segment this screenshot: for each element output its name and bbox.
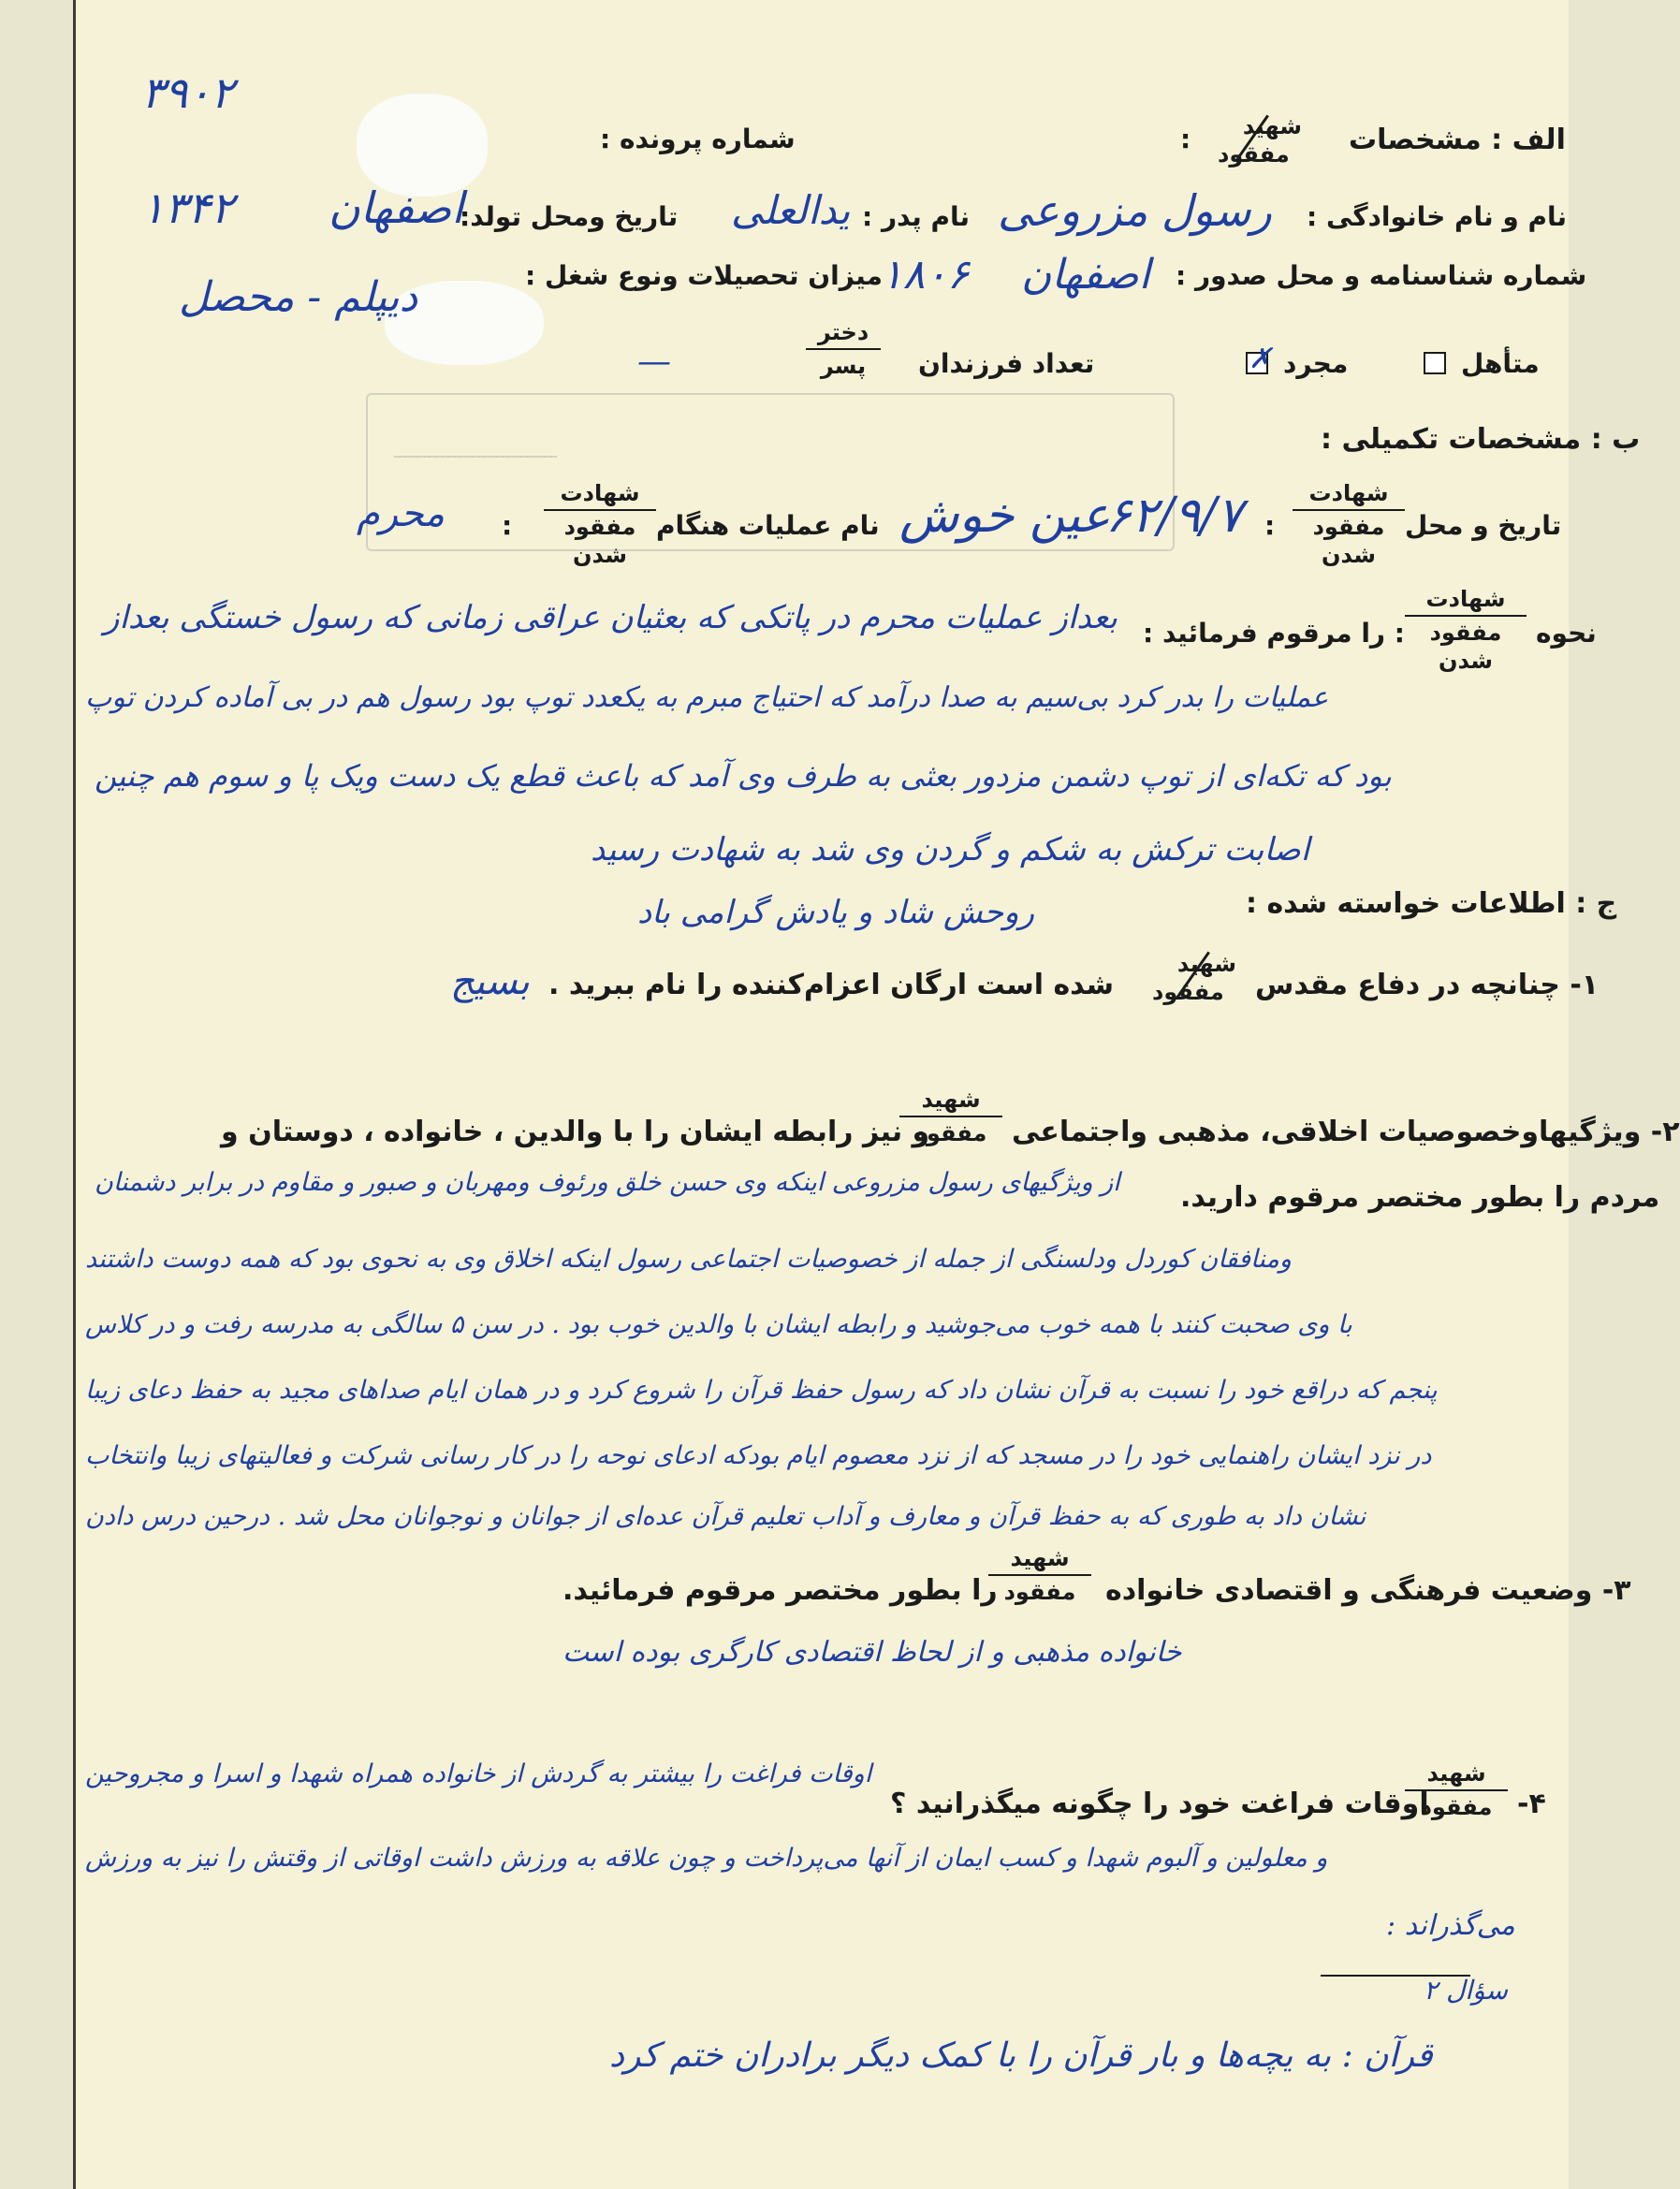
q2-text-before: ۲- ویژگیهاوخصوصیات اخلاقی، مذهبی واجتماعی [1012, 1116, 1680, 1148]
q4-text-after: اوقات فراغت خود را چگونه میگذرانید ؟ [890, 1788, 1429, 1820]
single-label: مجرد [1283, 348, 1349, 379]
q2-answer-line-1: از ویژگیهای رسول مزروعی اینکه وی حسن خلق ورئوف ومهربان و صبور و مقاوم در برابر دشمنان [95, 1168, 1120, 1197]
birth-place-value: اصفهان [329, 182, 464, 233]
father-value: یدالعلی [731, 187, 851, 233]
name-value: رسول مزروعی [998, 185, 1272, 236]
q2-fraction: شهید مفقود [899, 1086, 1002, 1147]
martyr-missing-fraction: شهید مفقود [1218, 113, 1302, 168]
birth-label: تاریخ ومحل تولد: [460, 201, 679, 232]
children-label: تعداد فرزندان [918, 348, 1095, 379]
birth-year-value: ۱۳۴۲ [141, 182, 234, 233]
children-fraction: دختر پسر [806, 318, 881, 380]
children-value: — [637, 343, 671, 381]
how-text-line-1: بعداز عملیات محرم در پاتکی که بعثیان عراقی زمانی که رسول خستگی بعداز [104, 599, 1118, 636]
q1-text-before: ۱- چنانچه در دفاع مقدس [1255, 969, 1600, 1001]
q2-line-2: مردم را بطور مختصر مرقوم دارید. [1180, 1181, 1660, 1214]
operation-colon: : [502, 510, 513, 541]
date-value: ۶۲/۹/۷ [1105, 488, 1243, 544]
how-text-line-3: بود که تکه‌ای از توپ دشمن مزدور بعثی به طرف وی آمد که باعث قطع یک دست ویک پا و سوم هم چنین [95, 758, 1392, 794]
how-text-line-4: اصابت ترکش به شکم و گردن وی شد به شهادت رسید [591, 831, 1310, 868]
section-a-colon: : [1180, 124, 1191, 154]
single-check-mark: ✗ [1249, 343, 1273, 375]
q4-text-before: ۴- [1517, 1788, 1546, 1820]
id-place-value: اصفهان [1021, 251, 1150, 299]
q2-text-after: و نیز رابطه ایشان را با والدین ، خانواده ، دوستان و [221, 1116, 930, 1148]
education-value: دیپلم - محصل [179, 273, 418, 321]
q4-extra-answer: قرآن : به یچه‌ها و بار قرآن را با کمک دیگر برادران ختم کرد [609, 2036, 1433, 2075]
married-checkbox[interactable] [1424, 352, 1446, 374]
section-a-title: الف : مشخصات [1349, 124, 1566, 156]
q2-answer-line-4: پنجم که دراقع خود را نسبت به قرآن نشان داد که رسول حفظ قرآن را شروع کرد و در همان ایام صداهای مجید به حفظ دعای زیبا [85, 1376, 1438, 1405]
place-value: عین خوش [899, 488, 1111, 544]
file-number-value: ۳۹۰۲ [141, 67, 234, 118]
q2-answer-line-3: با وی صحبت کنند با همه خوب می‌جوشید و رابطه ایشان با والدین خوب بود . در سن ۵ سالگی به مدرسه رفت و در کلاس [85, 1310, 1352, 1339]
file-number-label: شماره پرونده : [600, 124, 796, 154]
date-place-label: تاریخ و محل [1405, 510, 1562, 541]
q3-fraction: شهید مفقود [988, 1544, 1091, 1606]
q3-answer: خانواده مذهبی و از لحاظ اقتصادی کارگری بوده است [562, 1636, 1182, 1669]
id-value: ۱۸۰۶ [881, 251, 970, 299]
bleed-through-text: ـــــــــــــــــــــــــــ [394, 440, 558, 463]
q1-answer: بسیج [450, 960, 530, 1003]
q4-extra-label: سؤال ۲ [1424, 1975, 1508, 2006]
q2-answer-line-6: نشان داد به طوری که به حفظ قرآن و معارف و آداب تعلیم قرآن عده‌ای از جوانان و نوجوانان محل شد . درحین درس دادن [85, 1502, 1366, 1531]
q1-text-after: شده است ارگان اعزام‌کننده را نام ببرید . [548, 969, 1114, 1001]
q2-answer-line-2: ومنافقان کوردل ودلسنگی از جمله از خصوصیات اجتماعی رسول اینکه اخلاق وی به نحوی بود که همه دوست داشتند [85, 1245, 1292, 1274]
name-label: نام و نام خانوادگی : [1307, 201, 1568, 232]
section-b-title: ب : مشخصات تکمیلی : [1321, 423, 1641, 456]
q4-answer-line-2: و معلولین و آلبوم شهدا و کسب ایمان از آنها می‌پرداخت و چون علاقه به ورزش داشت اوقاتی از وقتش را نیز به ورزش [85, 1844, 1328, 1873]
operation-label: نام عملیات هنگام [656, 510, 880, 541]
q4-answer-line-3: می‌گذراند : [1386, 1909, 1515, 1942]
how-fraction: شهادت مفقود شدن [1405, 585, 1527, 675]
q1-fraction: شهید مفقود [1152, 951, 1236, 1005]
correction-fluid [357, 94, 488, 197]
how-suffix: : را مرقوم فرمائید : [1143, 618, 1405, 649]
form-sheet [73, 0, 1680, 2189]
operation-value: محرم [357, 492, 446, 535]
q3-text-before: ۳- وضعیت فرهنگی و اقتصادی خانواده [1105, 1574, 1631, 1607]
q3-text-after: را بطور مختصر مرقوم فرمائید. [562, 1574, 998, 1607]
married-label: متأهل [1461, 348, 1540, 379]
id-label: شماره شناسنامه و محل صدور : [1176, 260, 1587, 291]
date-place-fraction: شهادت مفقود شدن [1293, 479, 1405, 569]
q4-fraction: شهید مفقود [1405, 1759, 1508, 1821]
date-place-colon: : [1264, 510, 1276, 541]
section-c-note: روحش شاد و یادش گرامی باد [637, 894, 1035, 931]
how-label: نحوه [1536, 618, 1597, 649]
section-c-title: ج : اطلاعات خواسته شده : [1246, 887, 1617, 920]
q2-answer-line-5: در نزد ایشان راهنمایی خود را در مسجد که از نزد معصوم ایام بودکه ادعای نوحه را در کار رسانی شرکت و فعالیتهای زیبا وانتخاب [85, 1441, 1432, 1470]
education-label: میزان تحصیلات ونوع شغل : [525, 260, 883, 291]
operation-fraction: شهادت مفقود شدن [544, 479, 656, 569]
how-text-line-2: عملیات را بدر کرد بی‌سیم به صدا درآمد که احتیاج مبرم به یکعدد توپ بود رسول هم در بی آماده کردن توپ [85, 681, 1329, 714]
father-label: نام پدر : [862, 201, 971, 232]
q4-answer-line-1: اوقات فراغت را بیشتر به گردش از خانواده همراه شهدا و اسرا و مجروحین [85, 1759, 872, 1788]
